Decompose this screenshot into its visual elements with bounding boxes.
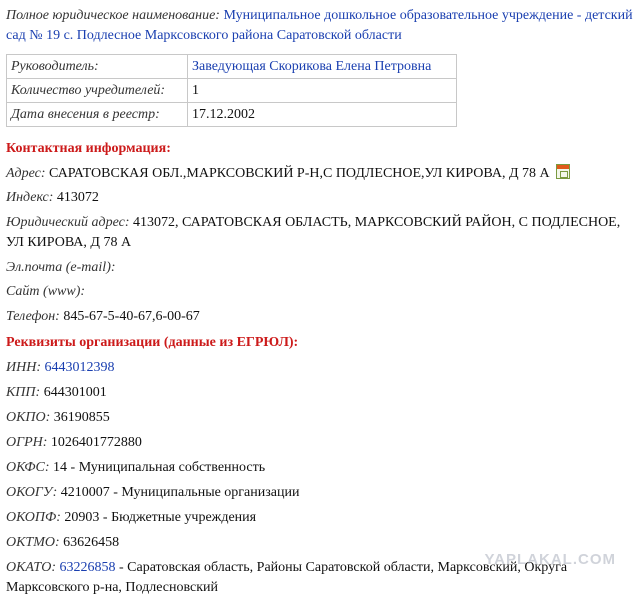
legal-address-value: 413072, САРАТОВСКАЯ ОБЛАСТЬ, МАРКСОВСКИЙ РАЙОН, С ПОДЛЕСНОЕ, УЛ КИРОВА, Д 78 А: [6, 215, 621, 250]
email-label: Эл.почта (e-mail):: [6, 260, 116, 275]
ogrn-label: ОГРН:: [6, 435, 48, 450]
okogu-label: ОКОГУ:: [6, 485, 58, 500]
calendar-map-icon[interactable]: [556, 164, 570, 179]
director-label: Руководитель:: [7, 55, 188, 79]
ogrn-row: [6, 433, 634, 453]
site-row: [6, 282, 634, 302]
site-label: Сайт (www):: [6, 284, 86, 299]
watermark: YAPLAKAL.COM: [484, 551, 616, 568]
full-name-row: [6, 6, 634, 46]
address-label: Адрес:: [6, 166, 46, 181]
director-link[interactable]: Заведующая Скорикова Елена Петровна: [188, 55, 457, 79]
oktmo-label: ОКТМО:: [6, 535, 60, 550]
index-label: Индекс:: [6, 190, 54, 205]
full-name-label: Полное юридическое наименование:: [6, 8, 220, 23]
founders-label: Количество учредителей:: [7, 79, 188, 103]
index-value: 413072: [56, 190, 99, 205]
inn-label: ИНН:: [6, 360, 41, 375]
phone-row: [6, 307, 634, 327]
index-row: [6, 188, 634, 208]
okfs-value: 14 - Муниципальная собственность: [53, 460, 266, 475]
oktmo-row: [6, 533, 634, 553]
oktmo-value: 63626458: [63, 535, 120, 550]
legal-address-label: Юридический адрес:: [6, 215, 130, 230]
inn-row: [6, 358, 634, 378]
founders-value: 1: [188, 79, 457, 103]
table-row: [7, 55, 457, 79]
contact-section-title: Контактная информация:: [6, 141, 171, 156]
full-name-link[interactable]: Муниципальное дошкольное образовательное учреждение - детский сад № 19 с. Подлесное Марксовского района Саратовской области: [6, 8, 633, 43]
registry-date-label: Дата внесения в реестр:: [7, 103, 188, 127]
table-row: [7, 103, 457, 127]
okfs-row: [6, 458, 634, 478]
okogu-row: [6, 483, 634, 503]
inn-link[interactable]: 6443012398: [44, 360, 115, 375]
okato-link[interactable]: 63226858: [59, 560, 116, 575]
phone-value: 845-67-5-40-67,6-00-67: [63, 309, 200, 324]
okpo-row: [6, 408, 634, 428]
okpo-value: 36190855: [53, 410, 110, 425]
okato-text: - Саратовская область, Районы Саратовской области, Марксовский, Округа Марксовского р-на, Подлесновский: [6, 560, 568, 595]
registry-date-value: 17.12.2002: [188, 103, 457, 127]
okogu-value: 4210007 - Муниципальные организации: [60, 485, 300, 500]
table-row: [7, 79, 457, 103]
legal-address-row: [6, 213, 634, 253]
okpo-label: ОКПО:: [6, 410, 51, 425]
address-value: САРАТОВСКАЯ ОБЛ.,МАРКСОВСКИЙ Р-Н,С ПОДЛЕСНОЕ,УЛ КИРОВА, Д 78 А: [49, 166, 550, 181]
okopf-value: 20903 - Бюджетные учреждения: [64, 510, 257, 525]
kpp-label: КПП:: [6, 385, 41, 400]
ogrn-value: 1026401772880: [50, 435, 142, 450]
phone-label: Телефон:: [6, 309, 60, 324]
email-row: [6, 258, 634, 278]
address-row: [6, 164, 634, 184]
kpp-value: 644301001: [43, 385, 107, 400]
info-table: [6, 54, 457, 127]
okopf-row: [6, 508, 634, 528]
okfs-label: ОКФС:: [6, 460, 50, 475]
okopf-label: ОКОПФ:: [6, 510, 61, 525]
requisites-section-title: Реквизиты организации (данные из ЕГРЮЛ):: [6, 335, 299, 350]
kpp-row: [6, 383, 634, 403]
okato-label: ОКАТО:: [6, 560, 56, 575]
